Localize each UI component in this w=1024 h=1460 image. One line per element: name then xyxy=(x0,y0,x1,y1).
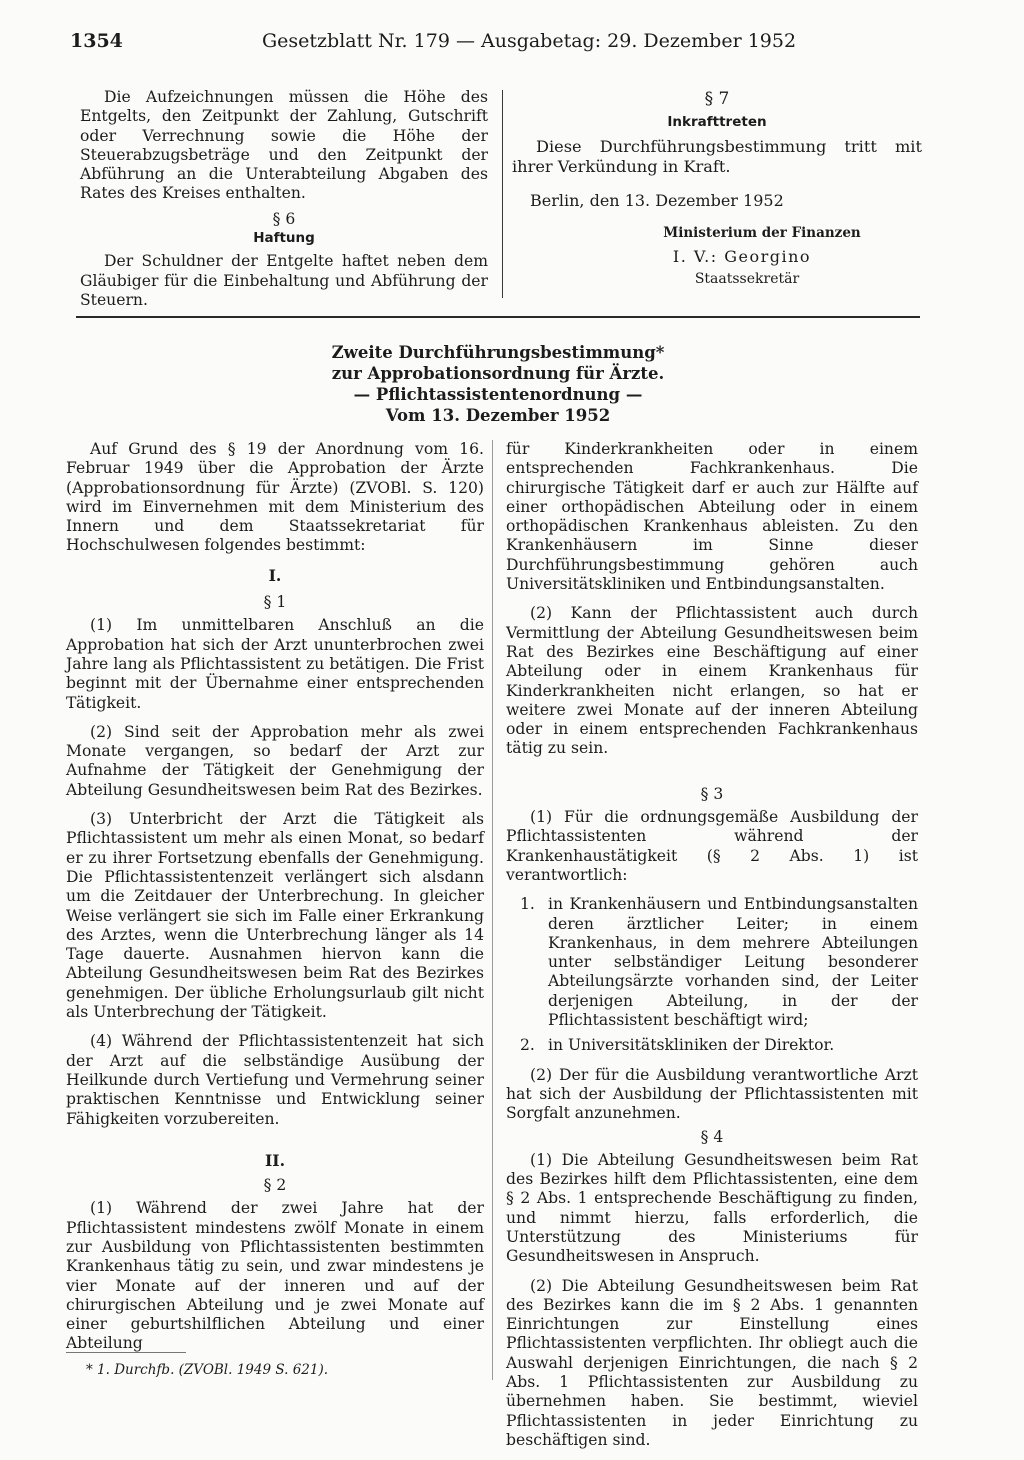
top-right-block xyxy=(512,90,922,290)
section-7: § 7 xyxy=(704,89,730,109)
heading-haftung: Haftung xyxy=(253,230,315,247)
title-line-2: zur Approbationsordnung für Ärzte. xyxy=(331,364,665,383)
title-line-1: Zweite Durchführungsbestimmung* xyxy=(331,343,665,362)
section-2: § 2 xyxy=(263,1176,287,1195)
column-divider-top xyxy=(502,90,503,298)
header-title: Gesetzblatt Nr. 179 — Ausgabetag: 29. Dezember 1952 xyxy=(262,30,797,52)
right-column xyxy=(506,440,918,1460)
s3-paragraph-2: (2) Der für die Ausbildung verantwortliche Arzt hat sich der Ausbildung der Pflichtassistenten mit Sorgfalt anzunehmen. xyxy=(506,1065,918,1123)
column-divider-bottom xyxy=(492,440,493,1380)
footnote-rule xyxy=(66,1352,186,1353)
s2-continuation: für Kinderkrankheiten oder in einem entsprechenden Fachkrankenhaus. Die chirurgische Tätigkeit darf er auch zur Hälfte auf einer orthopädischen Abteilung oder in einem orthopädischen Krankenhaus ableisten. Zu den Krankenhäusern im Sinne dieser Durchführungsbestimmung gehören auch Universitätskliniken und Entbindungsanstalten. xyxy=(506,440,918,594)
section-3: § 3 xyxy=(700,784,724,803)
page-header xyxy=(70,30,920,56)
s1-paragraph-1: (1) Im unmittelbaren Anschluß an die Approbation hat sich der Arzt ununterbrochen zwei Jahre lang als Pflichtassistent zu betätigen. Die Frist beginnt mit der Übernahme einer entsprechenden Tätigkeit. xyxy=(66,616,484,712)
left-column xyxy=(66,440,484,1364)
s1-paragraph-3: (3) Unterbricht der Arzt die Tätigkeit als Pflichtassistent um mehr als einen Monat, so bedarf er zu ihrer Fortsetzung ebenfalls der Genehmigung. Die Pflichtassistentenzeit verlängert sich alsdann um die Zeitdauer der Unterbrechung. In gleicher Weise verlängert sie sich im Falle einer Erkrankung des Arztes, wenn die Unterbrechung länger als 14 Tage dauerte. Ausnahmen hiervon kann die Abteilung Gesundheitswesen beim Rat des Bezirkes genehmigen. Der übliche Erholungsurlaub gilt nicht als Unterbrechung der Tätigkeit. xyxy=(66,810,484,1022)
s3-paragraph-1: (1) Für die ordnungsgemäße Ausbildung der Pflichtassistenten während der Krankenhaustätigkeit (§ 2 Abs. 1) ist verantwortlich: xyxy=(506,808,918,884)
s1-paragraph-4: (4) Während der Pflichtassistentenzeit hat sich der Arzt auf die selbständige Ausübung der Heilkunde durch Vertiefung und Vermehrung seiner praktischen Kenntnisse und Entwicklung seiner Fähigkeiten vorzubereiten. xyxy=(66,1032,484,1128)
section-6: § 6 xyxy=(272,209,296,228)
preamble: Auf Grund des § 19 der Anordnung vom 16. Februar 1949 über die Approbation der Ärzte (Approbationsordnung für Ärzte) (ZVOBl. S. 120) wird im Einvernehmen mit dem Ministerium des Innern und dem Staatssekretariat für Hochschulwesen folgendes bestimmt: xyxy=(66,440,484,555)
s2-paragraph-2: (2) Kann der Pflichtassistent auch durch Vermittlung der Abteilung Gesundheitswesen beim Rat des Bezirkes eine Beschäftigung auf einer Abteilung oder in einem Krankenhaus für Kinderkrankheiten nicht erlangen, so hat er weitere zwei Monate auf der inneren Abteilung oder in einem entsprechenden Fachkrankenhaus tätig zu sein. xyxy=(506,604,918,758)
section-4: § 4 xyxy=(700,1127,724,1146)
s4-paragraph-2: (2) Die Abteilung Gesundheitswesen beim Rat des Bezirkes kann die im § 2 Abs. 1 genannten Einrichtungen zur Einstellung eines Pflichtassistenten verpflichten. Ihr obliegt auch die Auswahl derjenigen Einrichtungen, die nach § 2 Abs. 1 Pflichtassistenten zur Ausbildung zu übernehmen haben. Sie bestimmt, wieviel Pflichtassistenten in jeder Einrichtung zu beschäftigen sind. xyxy=(506,1276,918,1449)
ministry-name: Ministerium der Finanzen xyxy=(663,224,861,241)
haftung-paragraph: Der Schuldner der Entgelte haftet neben dem Gläubiger für die Einbehaltung und Abführung der Steuern. xyxy=(80,252,488,309)
title-line-4: Vom 13. Dezember 1952 xyxy=(385,406,611,425)
responsibility-list xyxy=(506,895,918,1055)
signer-name: I. V.: Georgino xyxy=(672,247,812,267)
section-1: § 1 xyxy=(263,593,287,612)
place-date: Berlin, den 13. Dezember 1952 xyxy=(530,190,784,210)
top-left-block xyxy=(80,88,488,320)
heading-inkrafttreten: Inkrafttreten xyxy=(667,114,767,131)
footnote: * 1. Durchfb. (ZVOBl. 1949 S. 621). xyxy=(86,1362,329,1378)
s1-paragraph-2: (2) Sind seit der Approbation mehr als zwei Monate vergangen, so bedarf der Arzt zur Aufnahme der Tätigkeit der Genehmigung der Abteilung Gesundheitswesen beim Rat des Bezirkes. xyxy=(66,722,484,799)
title-line-3: — Pflichtassistentenordnung — xyxy=(353,385,643,404)
s4-paragraph-1: (1) Die Abteilung Gesundheitswesen beim Rat des Bezirkes hilft dem Pflichtassistenten, eine dem § 2 Abs. 1 entsprechende Beschäftigung zu finden, und nimmt hierzu, falls erforderlich, die Unterstützung des Ministeriums für Gesundheitswesen in Anspruch. xyxy=(506,1150,918,1266)
list-item: 1. in Krankenhäusern und Entbindungsanstalten deren ärztlicher Leiter; in einem Krankenhaus, in dem mehrere Abteilungen unter selbständiger Leitung besonderer Abteilungsärzte vorhanden sind, der Leiter derjenigen Abteilung, in der der Pflichtassistent beschäftigt wird; xyxy=(520,895,918,1030)
inkrafttreten-paragraph: Diese Durchführungsbestimmung tritt mit ihrer Verkündung in Kraft. xyxy=(512,136,922,176)
page-number: 1354 xyxy=(70,30,123,52)
s2-paragraph-1: (1) Während der zwei Jahre hat der Pflichtassistent mindestens zwölf Monate in einem zur Ausbildung von Pflichtassistenten bestimmten Krankenhaus tätig zu sein, und zwar mindestens je vier Monate auf der inneren und auf der chirurgischen Abteilung und je zwei Monate auf einer geburtshilflichen Abteilung und einer Abteilung xyxy=(66,1199,484,1353)
separator-rule xyxy=(76,316,920,318)
part-2: II. xyxy=(264,1150,286,1170)
intro-paragraph: Die Aufzeichnungen müssen die Höhe des Entgelts, den Zeitpunkt der Zahlung, Gutschrift oder Verrechnung sowie die Höhe der Steuerabzugsbeträge und den Zeitpunkt der Abführung an die Unterabteilung Abgaben des Rates des Kreises enthalten. xyxy=(80,88,488,203)
list-item: 2. in Universitätskliniken der Direktor. xyxy=(520,1036,835,1055)
part-1: I. xyxy=(268,565,282,585)
signer-role: Staatssekretär xyxy=(694,271,800,288)
regulation-title xyxy=(200,342,796,426)
